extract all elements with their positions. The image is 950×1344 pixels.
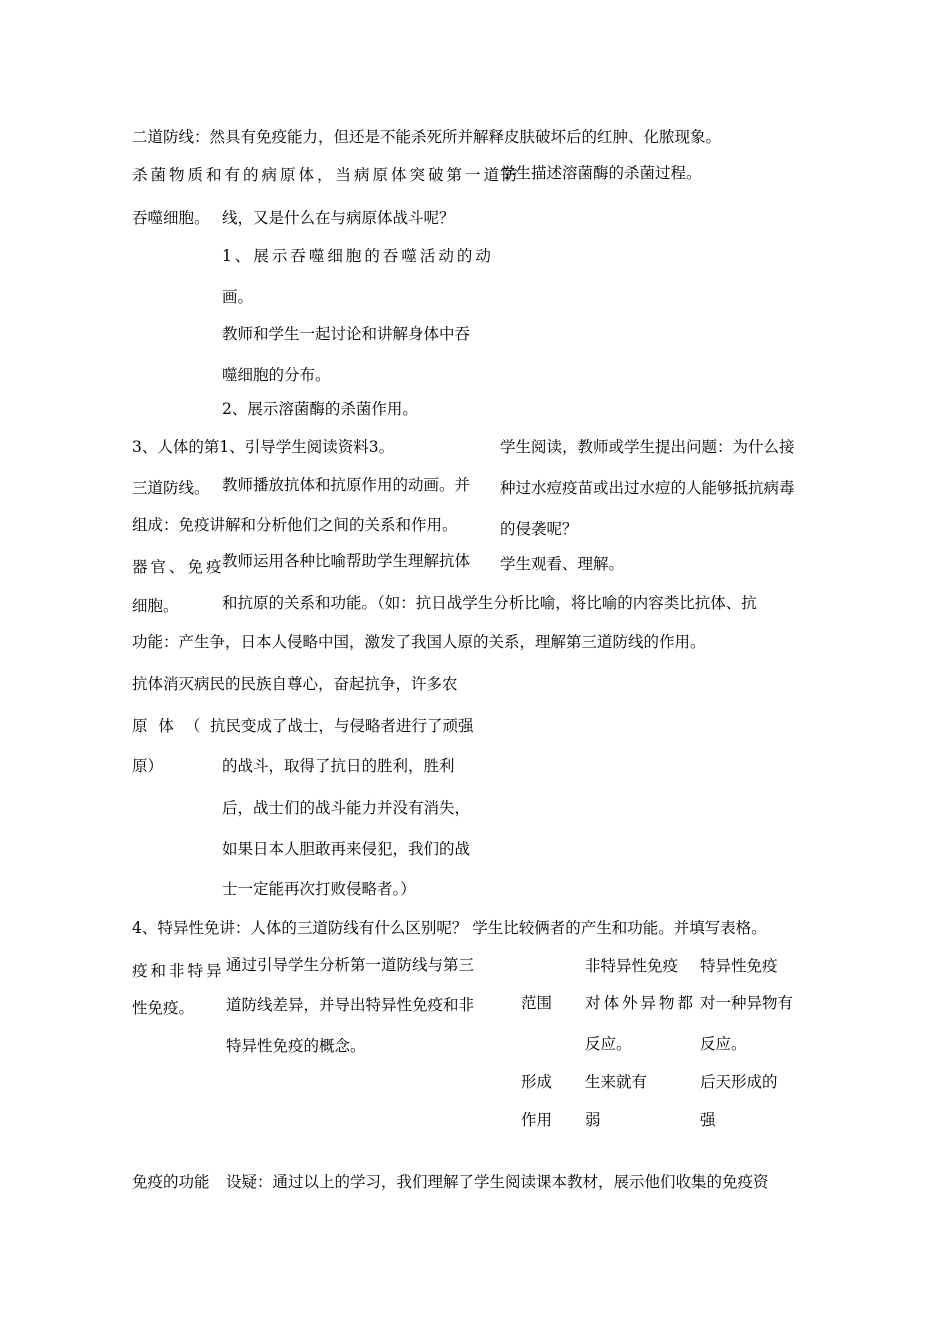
text-line: 抗体消灭病民的民族自尊心，奋起抗争，许多农 xyxy=(132,675,458,693)
text-line: 教师播放抗体和抗原作用的动画。并 xyxy=(222,476,471,494)
text-line: 画。 xyxy=(222,288,254,306)
text-line: 教师和学生一起讨论和讲解身体中吞 xyxy=(222,325,471,343)
table-header-specific: 特异性免疫 xyxy=(700,957,778,975)
text-line: 性免疫。 xyxy=(132,999,195,1017)
text-line: 3、人体的第1、引导学生阅读资料3。 xyxy=(132,438,395,456)
text-line: 二道防线：然具有免疫能力，但还是不能杀死所并解释皮肤破坏后的红肿、化脓现象。 xyxy=(132,128,722,146)
text-line: 种过水痘疫苗或出过水痘的人能够抵抗病毒 xyxy=(500,479,795,497)
text-line: 学生观看、理解。 xyxy=(500,555,625,573)
table-header-nonspecific: 非特异性免疫 xyxy=(585,957,679,975)
table-cell: 反应。 xyxy=(585,1035,632,1053)
table-row-label: 形成 xyxy=(521,1073,553,1091)
text-line: 士一定能再次打败侵略者。） xyxy=(222,880,416,898)
text-line: 的侵袭呢？ xyxy=(500,520,578,538)
text-line: 疫和非特异 xyxy=(132,962,225,980)
table-row-label: 范围 xyxy=(521,994,553,1012)
text-line: 1、展示吞噬细胞的吞噬活动的动 xyxy=(222,247,494,265)
table-cell: 强 xyxy=(700,1111,716,1129)
text-line: 三道防线。 xyxy=(132,479,210,497)
text-line: 设疑：通过以上的学习，我们理解了学生阅读课本教材，展示他们收集的免疫资 xyxy=(226,1173,769,1191)
table-cell: 反应。 xyxy=(700,1035,747,1053)
text-line: 线，又是什么在与病原体战斗呢？ xyxy=(222,209,455,227)
text-line: 道防线差异，并导出特异性免疫和非 xyxy=(226,996,475,1014)
table-cell: 后天形成的 xyxy=(700,1073,778,1091)
text-line: 原 体 （ xyxy=(132,717,204,735)
text-line: 杀菌物质和有的病原体，当病原体突破第一道防 xyxy=(132,166,521,184)
text-line: 的战斗，取得了抗日的胜利，胜利 xyxy=(222,757,455,775)
text-line: 吞噬细胞。 xyxy=(132,209,210,227)
text-line: 4、特异性免讲：人体的三道防线有什么区别呢？ 学生比较俩者的产生和功能。并填写表格。 xyxy=(132,919,767,937)
table-row-label: 作用 xyxy=(521,1111,553,1129)
text-line: 器官、免疫 xyxy=(132,558,225,576)
text-line: 抗民变成了战士，与侵略者进行了顽强 xyxy=(210,717,474,735)
text-line: 后，战士们的战斗能力并没有消失， xyxy=(222,799,471,817)
text-line: 免疫的功能 xyxy=(132,1173,210,1191)
text-line: 组成：免疫讲解和分析他们之间的关系和作用。 xyxy=(132,516,458,534)
text-line: 细胞。 xyxy=(132,597,179,615)
text-line: 特异性免疫的概念。 xyxy=(226,1037,366,1055)
text-line: 学生描述溶菌酶的杀菌过程。 xyxy=(500,164,702,182)
text-line: 通过引导学生分析第一道防线与第三 xyxy=(226,956,475,974)
text-line: 如果日本人胆敢再来侵犯，我们的战 xyxy=(222,840,471,858)
table-cell: 生来就有 xyxy=(585,1073,648,1091)
text-line: 2、展示溶菌酶的杀菌作用。 xyxy=(222,400,418,418)
text-line: 学生阅读，教师或学生提出问题：为什么接 xyxy=(500,438,795,456)
table-cell: 弱 xyxy=(585,1111,601,1129)
text-line: 原） xyxy=(132,757,164,775)
text-line: 噬细胞的分布。 xyxy=(222,366,331,384)
text-line: 教师运用各种比喻帮助学生理解抗体 xyxy=(222,552,471,570)
table-cell: 对一种异物有 xyxy=(700,994,794,1012)
text-line: 功能：产生争，日本人侵略中国，激发了我国人原的关系，理解第三道防线的作用。 xyxy=(132,633,706,651)
table-cell: 对体外异物都 xyxy=(585,994,697,1012)
text-line: 和抗原的关系和功能。（如：抗日战学生分析比喻，将比喻的内容类比抗体、抗 xyxy=(222,594,757,612)
